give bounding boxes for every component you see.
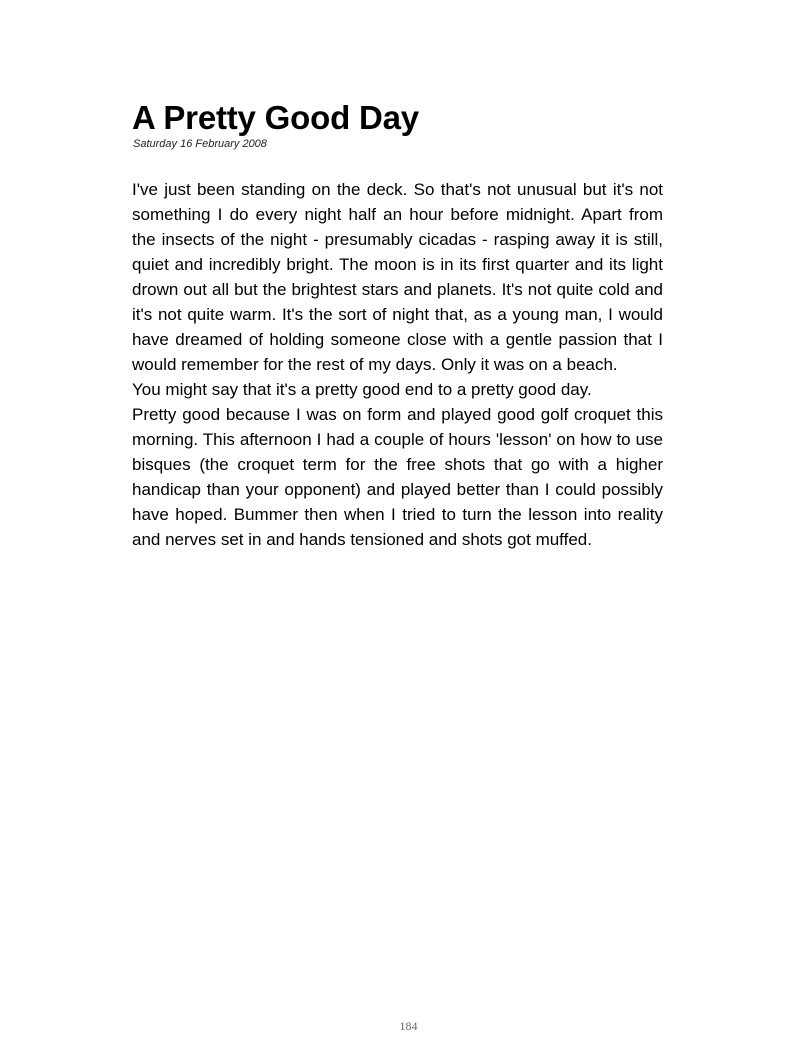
body-text — [132, 177, 663, 552]
post-date: Saturday 16 February 2008 — [133, 138, 267, 150]
document-page — [132, 98, 663, 552]
paragraph-1: I've just been standing on the deck. So that's not unusual but it's not something I do every night half an hour before midnight. Apart from the insects of the night - presumably cicadas - rasping away it is still, quiet and incredibly bright. The moon is in its first quarter and its light drown out all but the brightest stars and planets. It's not quite cold and it's not quite warm. It's the sort of night that, as a young man, I would have dreamed of holding someone close with a gentle passion that I would remember for the rest of my days. Only it was on a beach. — [132, 180, 663, 374]
paragraph-2: You might say that it's a pretty good end to a pretty good day. — [132, 380, 592, 399]
paragraph-3: Pretty good because I was on form and played good golf croquet this morning. This afternoon I had a couple of hours 'lesson' on how to use bisques (the croquet term for the free shots that go with a higher handicap than your opponent) and played better than I could possibly have hoped. Bummer then when I tried to turn the lesson into reality and nerves set in and hands tensioned and shots got muffed. — [132, 405, 663, 549]
page-title: A Pretty Good Day — [132, 99, 419, 136]
page-number: 184 — [399, 1019, 418, 1033]
